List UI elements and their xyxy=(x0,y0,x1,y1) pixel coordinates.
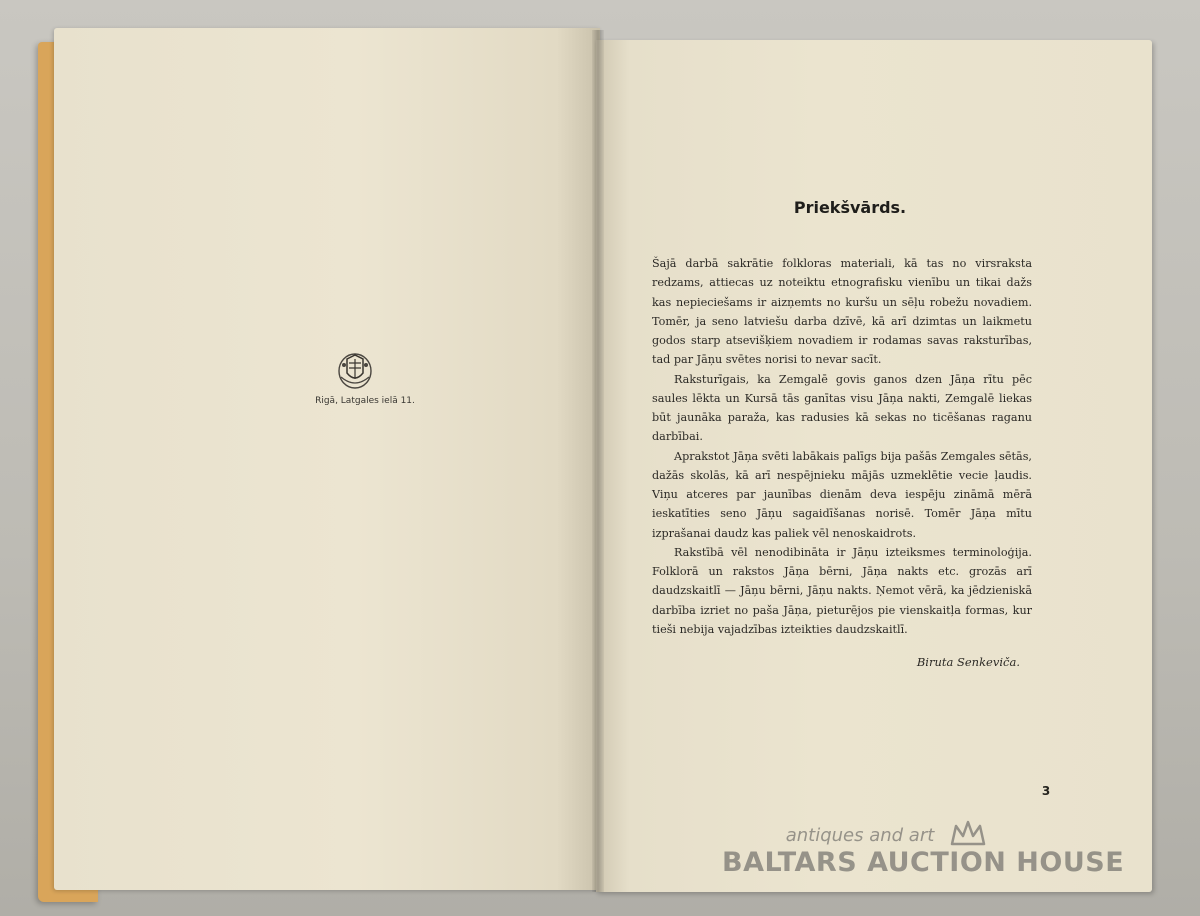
coat-of-arms-icon xyxy=(337,351,373,391)
paragraph: Šajā darbā sakrātie folkloras materiali, kā tas no virsraksta redzams, attiecas uz noteiktu etnografisku vienību un tikai dažs kas nepieciešams ir aizņemts no kuršu un sēļu robežu novadiem. Tomēr, ja seno latviešu darba dzīvē, kā arī dzimtas un laikmetu godos starp atsevišķiem novadiem ir rodamas savas raksturības, tad par Jāņu svētes norisi to nevar sacīt. xyxy=(652,257,1032,367)
paragraph: Aprakstot Jāņa svēti labākais palīgs bija pašās Zemgales sētās, dažās skolās, kā arī nespējnieku mājās uzmeklētie vecie ļaudis. Viņu atceres par jaunības dienām deva iespēju zināmā mērā ieskatīties seno Jāņu sagaidīšanas norisē. Tomēr Jāņa mītu izprašanai daudz kas paliek vēl nenoskaidrots. xyxy=(652,449,1032,540)
author-signature: Biruta Senkeviča. xyxy=(916,655,1020,669)
paragraph: Rakstībā vēl nenodibināta ir Jāņu izteiksmes terminoloģija. Folklorā un rakstos Jāņa bērni, Jāņa nakts etc. grozās arī daudzskaitlī — Jāņu bērni, Jāņu nakts. Ņemot vērā, ka jēdzieniskā darbība izriet no paša Jāņa, pieturējos pie vienskaitļa formas, kur tieši nebija vajadzības izteikties daudzskaitlī. xyxy=(652,545,1032,636)
watermark-auction-house: BALTARS AUCTION HOUSE xyxy=(722,847,1125,878)
crown-icon xyxy=(948,818,988,848)
publisher-imprint: Rigā, Latgales ielā 11. xyxy=(315,396,415,406)
watermark-tagline: antiques and art xyxy=(785,825,935,846)
book-gutter xyxy=(592,30,604,892)
page-number: 3 xyxy=(1041,784,1051,798)
paragraph: Raksturīgais, ka Zemgalē govis ganos dzen Jāņa rītu pēc saules lēkta un Kursā tās ganītas visu Jāņa nakti, Zemgalē liekas būt jaunāka paraža, kas radusies kā sekas no ticēšanas raganu darbībai. xyxy=(652,372,1032,444)
preface-body xyxy=(652,254,1032,639)
left-page xyxy=(54,28,600,890)
page-title: Priekšvārds. xyxy=(793,198,907,217)
